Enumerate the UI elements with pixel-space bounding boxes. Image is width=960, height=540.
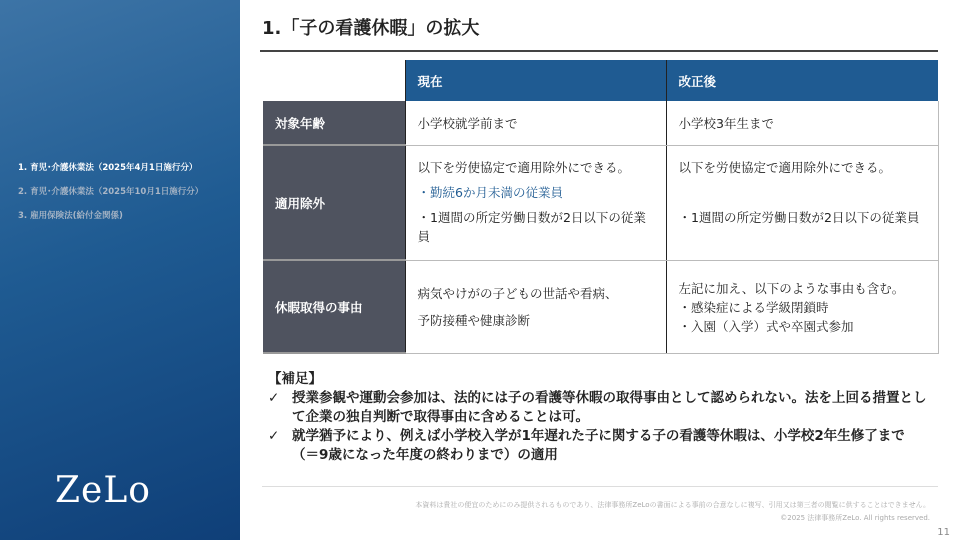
supplement-item xyxy=(268,427,928,465)
cell-current: 小学校就学前まで xyxy=(405,101,666,145)
check-icon: ✓ xyxy=(268,390,280,406)
footer-divider xyxy=(262,486,938,487)
sidebar xyxy=(0,0,240,540)
cell-revised: 小学校3年生まで xyxy=(666,101,938,145)
cell-text: 病気やけがの子どもの世話や看病、 xyxy=(417,285,618,301)
page-title: 1.「子の看護休暇」の拡大 xyxy=(262,18,480,39)
table-row xyxy=(263,101,938,145)
cell-text: 左記に加え、以下のような事由も含む。 xyxy=(678,280,905,296)
cell-revised xyxy=(666,260,938,353)
supplement-heading: 【補足】 xyxy=(268,371,322,387)
cell-text-highlight: ・勤続6か月未満の従業員 xyxy=(417,184,563,200)
copyright-text: ©2025 法律事務所ZeLo. All rights reserved. xyxy=(780,514,930,522)
page-number: 11 xyxy=(937,527,950,538)
cell-text: 予防接種や健康診断 xyxy=(417,312,531,328)
corner-cell xyxy=(263,60,405,101)
table-row xyxy=(263,260,938,353)
table-row xyxy=(263,145,938,260)
cell-text: 以下を労使協定で適用除外にできる。 xyxy=(678,159,892,175)
title-divider xyxy=(260,50,938,52)
sidebar-item-3[interactable]: 3. 雇用保険法(給付金関係) xyxy=(18,211,123,221)
cell-text: ・入園（入学）式や卒園式参加 xyxy=(678,318,854,334)
sidebar-item-1[interactable]: 1. 育児･介護休業法（2025年4月1日施行分） xyxy=(18,163,198,173)
cell-text: 以下を労使協定で適用除外にできる。 xyxy=(417,159,631,175)
row-label: 対象年齢 xyxy=(263,101,405,145)
cell-text: ・1週間の所定労働日数が2日以下の従業員 xyxy=(417,209,646,244)
supplement xyxy=(268,370,928,465)
row-label: 休暇取得の事由 xyxy=(263,260,405,353)
comparison-table xyxy=(263,60,939,354)
cell-text: ・1週間の所定労働日数が2日以下の従業員 xyxy=(678,209,920,225)
header-current: 現在 xyxy=(405,60,666,101)
footer-disclaimer xyxy=(415,499,930,525)
sidebar-item-2[interactable]: 2. 育児･介護休業法（2025年10月1日施行分） xyxy=(18,187,204,197)
cell-current xyxy=(405,145,666,260)
disclaimer-text: 本資料は貴社の便宜のためにのみ提供されるものであり、法律事務所ZeLoの書面による事前の合意なしに複写、引用又は第三者の閲覧に供することはできません。 xyxy=(415,501,930,509)
cell-revised xyxy=(666,145,938,260)
header-revised: 改正後 xyxy=(666,60,938,101)
row-label: 適用除外 xyxy=(263,145,405,260)
supplement-text: 授業参観や運動会参加は、法的には子の看護等休暇の取得事由として認められない。法を上回る措置として企業の独自判断で取得事由に含めることは可。 xyxy=(292,390,927,425)
supplement-text: 就学猶予により、例えば小学校入学が1年遅れた子に関する子の看護等休暇は、小学校2年生修了まで（＝9歳になった年度の終わりまで）の適用 xyxy=(292,428,905,463)
cell-current xyxy=(405,260,666,353)
zelo-logo: ZeLo xyxy=(55,470,151,511)
check-icon: ✓ xyxy=(268,428,280,444)
supplement-item xyxy=(268,389,928,427)
cell-text: ・感染症による学級閉鎖時 xyxy=(678,299,829,315)
